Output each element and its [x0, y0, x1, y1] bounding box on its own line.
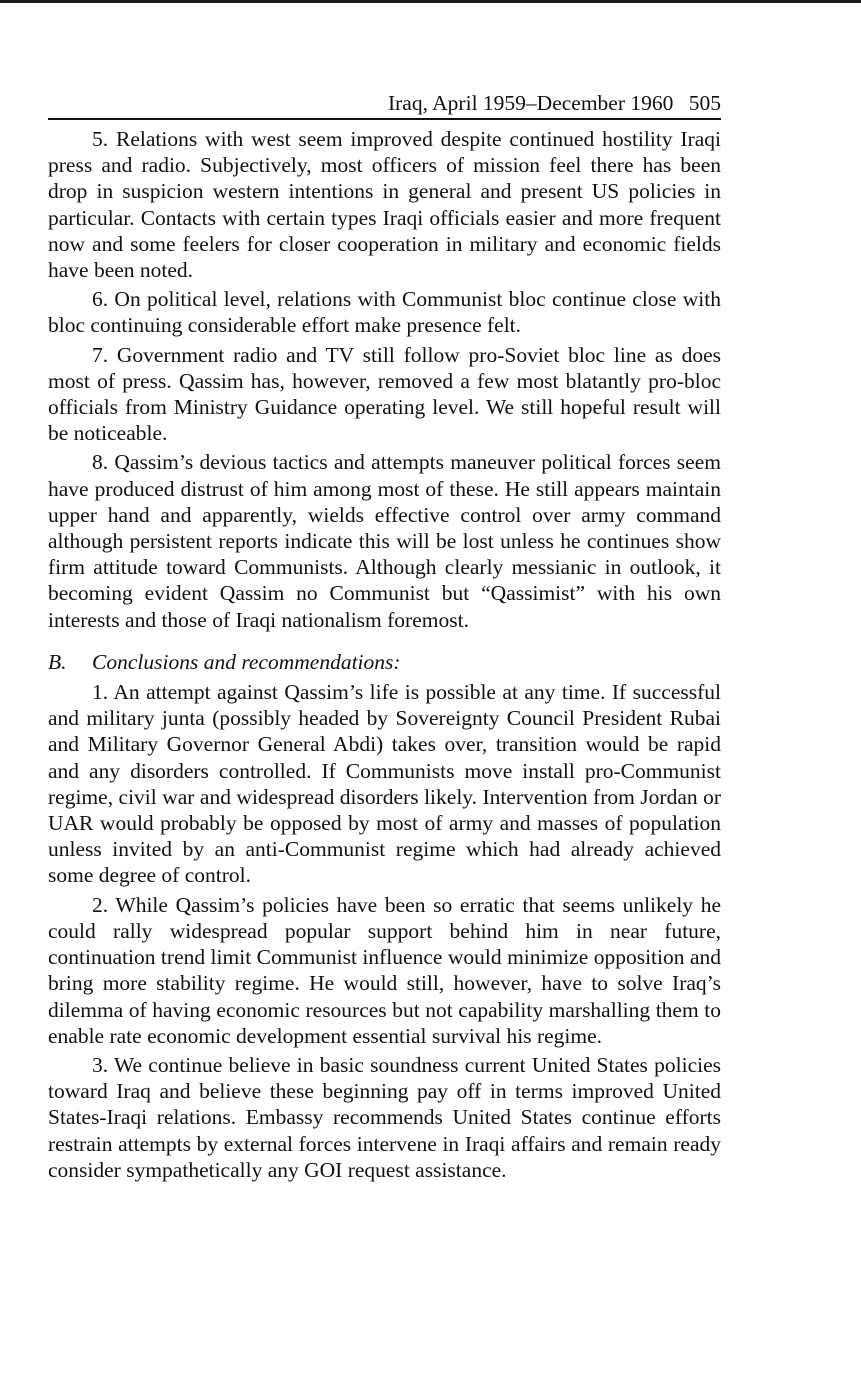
running-head [48, 88, 721, 120]
recommendation-1: 1. An attempt against Qassim’s life is possible at any time. If successful and military junta (possibly headed by Sovereignty Council President Rubai and Military Governor General Abdi) takes over, transition would be rapid and any disorders controlled. If Communists move install pro-Communist regime, civil war and widespread disorders likely. Intervention from Jordan or UAR would probably be opposed by most of army and masses of population unless invited by an anti-Communist regime which had already achieved some degree of control. [48, 680, 721, 888]
section-title: Conclusions and recommendations: [92, 649, 401, 674]
top-border-rule [0, 0, 861, 3]
section-letter: B. [48, 649, 67, 674]
document-page [48, 88, 721, 1186]
recommendation-3: 3. We continue believe in basic soundness current United States policies toward Iraq and believe these beginning pay off in terms improved United States-Iraqi relations. Embassy recommends United States continue efforts restrain attempts by external forces intervene in Iraqi affairs and remain ready consider sympathetically any GOI request assistance. [48, 1052, 721, 1182]
recommendation-2: 2. While Qassim’s policies have been so erratic that seems unlikely he could rally widespread popular support behind him in near future, continuation trend limit Communist influence would minimize opposition and bring more stability regime. He would still, however, have to solve Iraq’s dilemma of having economic resources but not capability marshalling them to enable rate economic development essential survival his regime. [48, 892, 721, 1048]
page-number: 505 [688, 91, 721, 115]
paragraph-8: 8. Qassim’s devious tactics and attempts maneuver political forces seem have produced distrust of him among most of these. He still appears maintain upper hand and apparently, wields effective control over army command although persistent reports indicate this will be lost unless he continues show firm attitude toward Communists. Although clearly messianic in outlook, it becoming evident Qassim no Communist but “Qassimist” with his own interests and those of Iraqi nationalism foremost. [48, 450, 721, 632]
paragraph-5: 5. Relations with west seem improved despite continued hostility Iraqi press and radio. Subjectively, most officers of mission feel there has been drop in suspicion western intentions in general and present US policies in particular. Contacts with certain types Iraqi officials easier and more frequent now and some feelers for closer cooperation in military and economic fields have been noted. [48, 127, 721, 283]
running-head-title: Iraq, April 1959–December 1960 [387, 91, 674, 115]
section-heading-b [48, 649, 721, 675]
paragraph-7: 7. Government radio and TV still follow pro-Soviet bloc line as does most of press. Qassim has, however, removed a few most blatantly pro-bloc officials from Ministry Guidance operating level. We still hopeful result will be noticeable. [48, 342, 721, 446]
paragraph-6: 6. On political level, relations with Communist bloc continue close with bloc continuing considerable effort make presence felt. [48, 287, 721, 338]
